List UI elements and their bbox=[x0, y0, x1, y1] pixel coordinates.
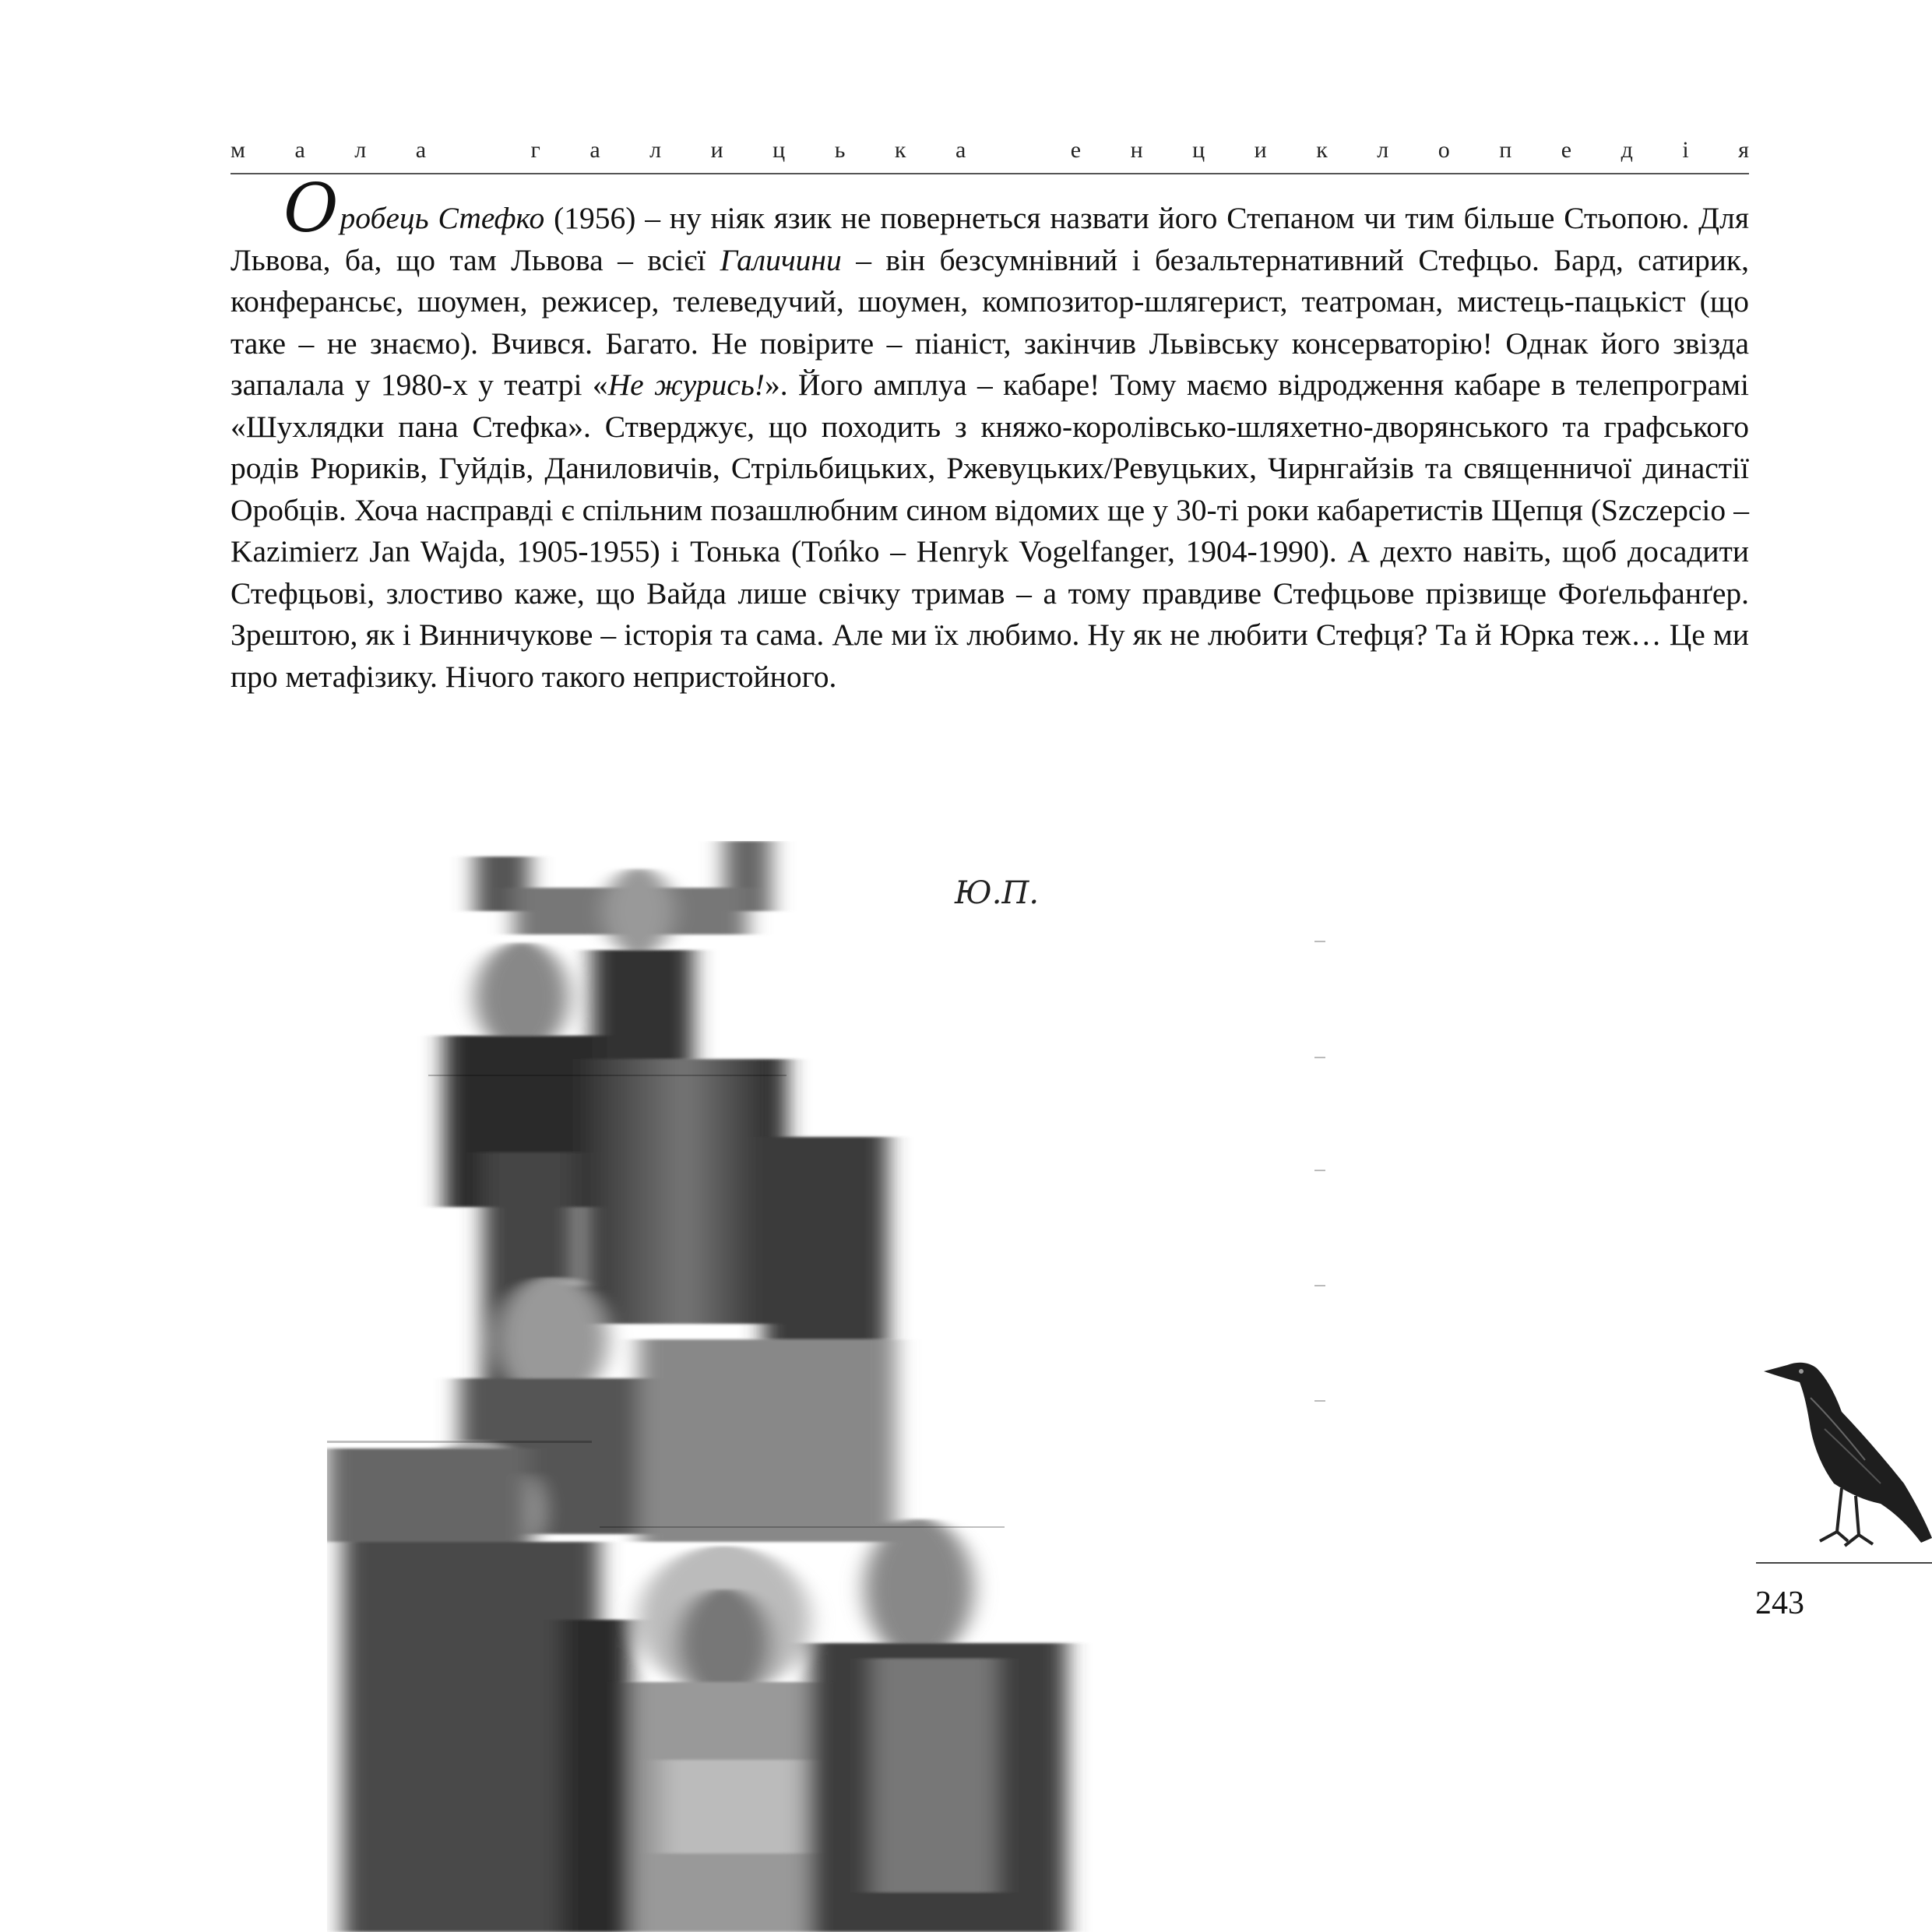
running-head-letter: а bbox=[294, 137, 305, 163]
crow-icon bbox=[1756, 1351, 1932, 1569]
running-head-letter: л bbox=[649, 137, 662, 163]
running-head-letter: л bbox=[354, 137, 367, 163]
running-head-letter: н bbox=[1130, 137, 1143, 163]
running-head-space bbox=[1015, 136, 1022, 164]
running-head-letter: а bbox=[589, 137, 600, 163]
entry-text: – він безсумнівний і безальтернативний Стефцьо. Бард, сатирик, конферансьє, шоумен, режисер, телеведучий, шоумен, композитор-шлягерист, театроман, мистець-пацькіст (що таке – не знаємо). Вчився. Багато. Не повірите – піаніст, закінчив Львівську консерваторію! Однак його звізда запалала у 1980-х у театрі « bbox=[231, 242, 1749, 402]
running-head-space bbox=[476, 136, 482, 164]
entry-text: (1956) – ну ніяк язик не повернеться назвати його Степаном чи тим більше Стьопою. Для Львова, ба, що там Львова – всієї bbox=[231, 201, 1749, 277]
running-head-letter: и bbox=[710, 137, 723, 163]
running-head-letter: г bbox=[530, 137, 540, 163]
page-number: 243 bbox=[1755, 1585, 1804, 1621]
running-head-letter: д bbox=[1621, 137, 1633, 163]
running-head bbox=[231, 136, 1749, 164]
running-head-letter: л bbox=[1377, 137, 1389, 163]
author-signature: Ю.П. bbox=[955, 875, 1040, 911]
entry-text: ». Його амплуа – кабаре! Тому маємо відродження кабаре в телепрограмі «Шухлядки пана Стефка». Стверджує, що походить з княжо-королівсько-шляхетно-дворянського та графського родів Рюриків, Гуйдів, Даниловичів, Стрільбицьких, Ржевуцьких/Ревуцьких, Чирнгайзів та священничої династії Оробців. Хоча насправді є спільним позашлюбним сином відомих ще у 30-ті роки кабаретистів Щепця (Szczepcio – Kazimierz Jan Wajda, 1905-1955) і Тонька (Tońko – Henryk Vogelfanger, 1904-1990). А дехто навіть, щоб досадити Стефцьові, злостиво каже, що Вайда лише свічку тримав – а тому правдиве Стефцьове прізвище Фоґельфанґер. Зрештою, як і Винничукове – історія та сама. Але ми їх любимо. Ну як не любити Стефця? Та й Юрка теж… Це ми про метафізику. Нічого такого непристойного. bbox=[231, 368, 1749, 694]
running-head-letter: і bbox=[1682, 137, 1689, 163]
running-head-letter: к bbox=[894, 137, 906, 163]
group-photo-icon bbox=[327, 841, 1339, 1932]
running-head-letter: ц bbox=[772, 137, 786, 163]
running-head-letter: е bbox=[1070, 137, 1082, 163]
running-head-letter: о bbox=[1438, 137, 1450, 163]
entry-headword: робець Стефко bbox=[340, 201, 545, 235]
running-head-letter: а bbox=[415, 137, 427, 163]
running-head-letter: а bbox=[955, 137, 966, 163]
running-head-letter: и bbox=[1254, 137, 1267, 163]
running-head-letter: к bbox=[1316, 137, 1328, 163]
running-head-letter: я bbox=[1738, 137, 1749, 163]
running-head-letter: п bbox=[1499, 137, 1512, 163]
header-rule bbox=[231, 173, 1749, 174]
running-head-letter: м bbox=[231, 137, 245, 163]
entry-italic-theatre: Не журись! bbox=[607, 368, 765, 402]
running-head-letter: е bbox=[1561, 137, 1572, 163]
running-head-letter: ь bbox=[834, 137, 846, 163]
drop-cap: О bbox=[283, 170, 339, 248]
entry-italic-place: Галичини bbox=[720, 242, 842, 277]
running-head-letter: ц bbox=[1192, 137, 1205, 163]
encyclopedia-entry bbox=[231, 170, 1749, 698]
